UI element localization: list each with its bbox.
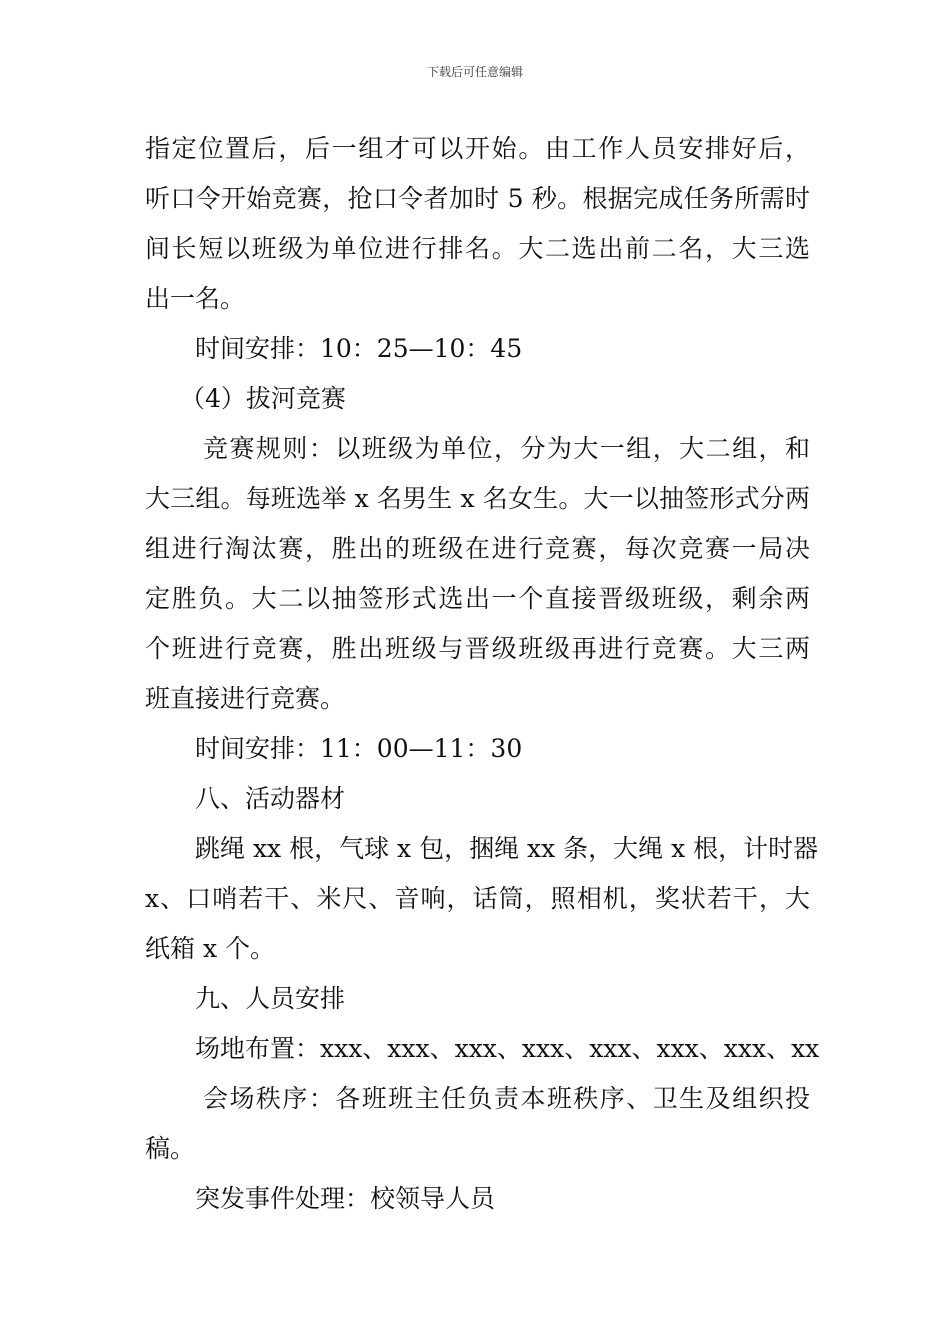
- paragraph-line: 班直接进行竞赛。: [145, 684, 346, 713]
- paragraph-line: 跳绳 xx 根，气球 x 包，捆绳 xx 条，大绳 x 根，计时器: [195, 834, 819, 863]
- paragraph-line: 出一名。: [145, 284, 246, 313]
- paragraph-line: 定胜负。大二以抽签形式选出一个直接晋级班级，剩余两: [145, 584, 810, 613]
- section-heading: 八、活动器材: [195, 784, 346, 813]
- paragraph-line: 纸箱 x 个。: [145, 934, 275, 963]
- paragraph-line: 突发事件处理：校领导人员: [195, 1184, 496, 1213]
- schedule-line: 时间安排：11：00—11：30: [195, 734, 523, 763]
- paragraph-line: 竞赛规则：以班级为单位，分为大一组，大二组，和: [203, 434, 810, 463]
- paragraph-line: 会场秩序：各班班主任负责本班秩序、卫生及组织投: [203, 1084, 810, 1113]
- paragraph-line: 听口令开始竞赛，抢口令者加时 5 秒。根据完成任务所需时: [145, 184, 810, 213]
- page-header: 下载后可任意编辑: [426, 65, 523, 79]
- section-heading: （4）拔河竞赛: [180, 384, 346, 413]
- paragraph-line: 组进行淘汰赛，胜出的班级在进行竞赛，每次竞赛一局决: [145, 534, 810, 563]
- paragraph-line: 指定位置后，后一组才可以开始。由工作人员安排好后，: [145, 134, 810, 163]
- paragraph-line: 场地布置：xxx、xxx、xxx、xxx、xxx、xxx、xxx、xx: [195, 1034, 820, 1063]
- paragraph-line: 大三组。每班选举 x 名男生 x 名女生。大一以抽签形式分两: [145, 484, 810, 513]
- paragraph-line: 间长短以班级为单位进行排名。大二选出前二名，大三选: [145, 234, 810, 263]
- section-heading: 九、人员安排: [195, 984, 346, 1013]
- paragraph-line: 个班进行竞赛，胜出班级与晋级班级再进行竞赛。大三两: [145, 634, 810, 663]
- document-body: [145, 124, 820, 1224]
- schedule-line: 时间安排：10：25—10：45: [195, 334, 523, 363]
- paragraph-line: 稿。: [145, 1134, 196, 1163]
- paragraph-line: x、口哨若干、米尺、音响，话筒，照相机，奖状若干，大: [145, 884, 810, 913]
